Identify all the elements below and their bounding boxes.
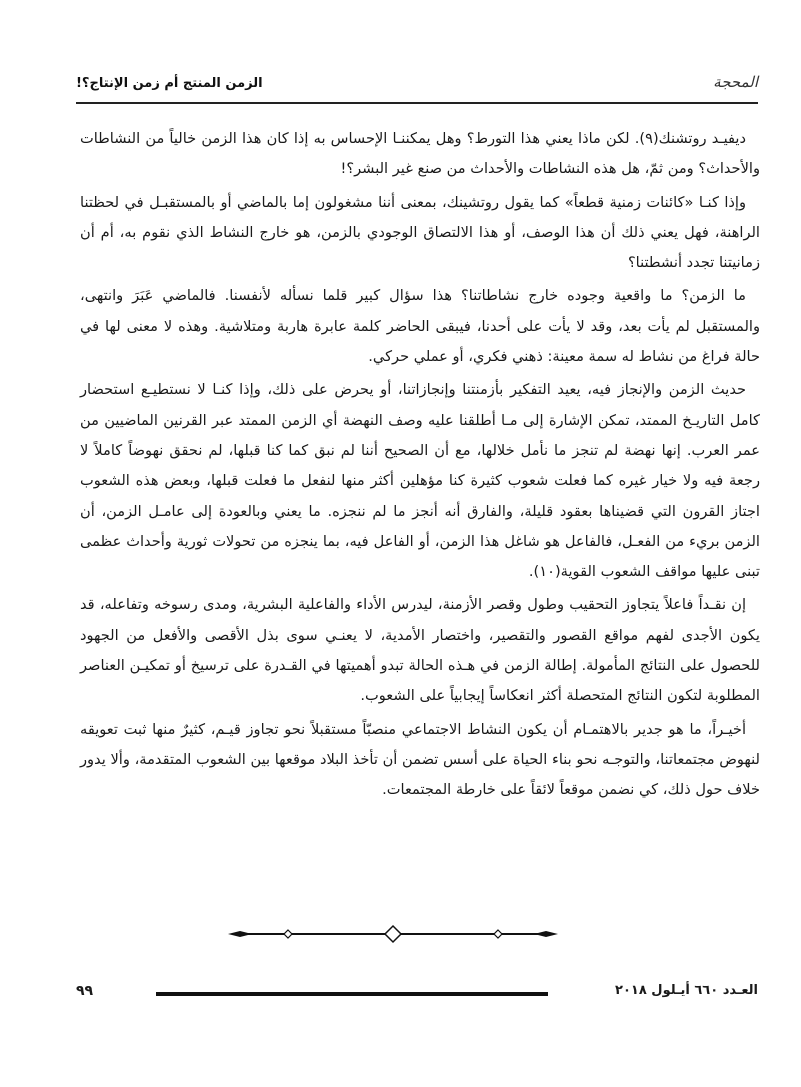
paragraph: ديفيـد روتشنك(٩). لكن ماذا يعني هذا التورط؟ وهل يمكننـا الإحساس به إذا كان هذا الزمن خالياً من النشاطات والأحداث؟ ومن ثمّ، هل هذه النشاطات والأحداث من صنع غير البشر؟!: [80, 130, 760, 178]
magazine-logo: المحجة: [713, 73, 758, 91]
page-footer: [76, 983, 758, 1005]
running-header: [76, 70, 758, 104]
paragraph: أخيـراً، ما هو جدير بالاهتمـام أن يكون النشاط الاجتماعي منصبّاً مستقبلاً نحو تجاوز قيـم، كثيرٌ منها ثبت تعويقه لنهوض مجتمعاتنا، والتوجـه نحو بناء الحياة على أسس تضمن أن تأخذ البلاد موقعها بين الشعوب المتقدمة، وألا يدور خلاف حول ذلك، كي نضمن موقعاً لائقاً على خارطة المجتمعات.: [80, 720, 760, 799]
issue-info: العـدد ٦٦٠ أيـلول ٢٠١٨: [615, 983, 758, 998]
header-rule: [76, 102, 758, 104]
footer-rule: [156, 992, 548, 996]
paragraph: ما الزمن؟ ما واقعية وجوده خارج نشاطاتنا؟ هذا سؤال كبير قلما نسأله لأنفسنا. فالماضي عَبَرَ وانتهى، والمستقبل لم يأت بعد، وقد لا يأت على أحدنا، فيبقى الحاضر كلمة عابرة هاربة ومتلاشية. وهذه لا معنى لها في حالة فراغ من نشاط له سمة معينة: ذهني فكري، أو عملي حركي.: [80, 287, 760, 366]
paragraph: وإذا كنـا «كائنات زمنية قطعاً» كما يقول روتشينك، بمعنى أننا مشغولون إما بالماضي أو بالمستقبـل في لحظتنا الراهنة، فهل يعني ذلك أن هذا الوصف، أو هذا الالتصاق الوجودي بالزمن، هو خارج النشاط الذي نقوم به، أم أن زمانيتنا تجدد أنشطتنا؟: [80, 193, 760, 272]
ornament-divider: [228, 922, 558, 946]
paragraph: إن نقـداً فاعلاً يتجاوز التحقيب وطول وقصر الأزمنة، ليدرس الأداء والفاعلية البشرية، ومدى رسوخه وتفاعله، قد يكون الأجدى لفهم مواقع القصور والتقصير، واختصار الأمدية، لا يعنـي سوى بذل الأقصى والأفعل من الجهود للحصول على النتائج المأمولة. إطالة الزمن في هـذه الحالة تبدو أهميتها في القـدرة على ترسيخ أو تمكيـن العناصر المطلوبة لتكون النتائج المتحصلة أكثر انعكاساً إيجابياً على الشعوب.: [80, 596, 760, 705]
page-number: ٩٩: [76, 983, 94, 999]
paragraph: حديث الزمن والإنجاز فيه، يعيد التفكير بأزمنتنا وإنجازاتنا، أو يحرض على ذلك، وإذا كنـا لا نستطيـع استحضار كامل التاريـخ الممتد، تمكن الإشارة إلى مـا أطلقنا عليه وصف النهضة أي الزمن الممتد عبر القرنين الماضيين من عمر العرب. إنها نهضة لم تنجز ما نأمل خلالها، مع أن الصحيح أننا لم نبق كما كنا قبلها، لم نحقق نهوضاً كاملاً لا رجعة فيه ولا خيار غيره كما فعلت شعوب كثيرة كنا مؤهلين أكثر منها لنفعل ما فعلت قبلها، وبعض هذه الشعوب اجتاز القرون التي قضيناها بعقود قليلة، والفارق أنه أنجز ما لم ننجزه. ما يعني وبالعودة إلى عامـل الزمن، أن الزمن بريء من الفعـل، فالفاعل هو شاغل هذا الزمن، أو الفاعل فيه، بما ينجزه من تحولات ثورية وأحداث عظمى تبنى عليها مواقف الشعوب القوية(١٠).: [80, 381, 760, 581]
article-body: [80, 124, 760, 809]
running-title: الزمن المنتج أم زمن الإنتاج؟!: [76, 76, 263, 91]
